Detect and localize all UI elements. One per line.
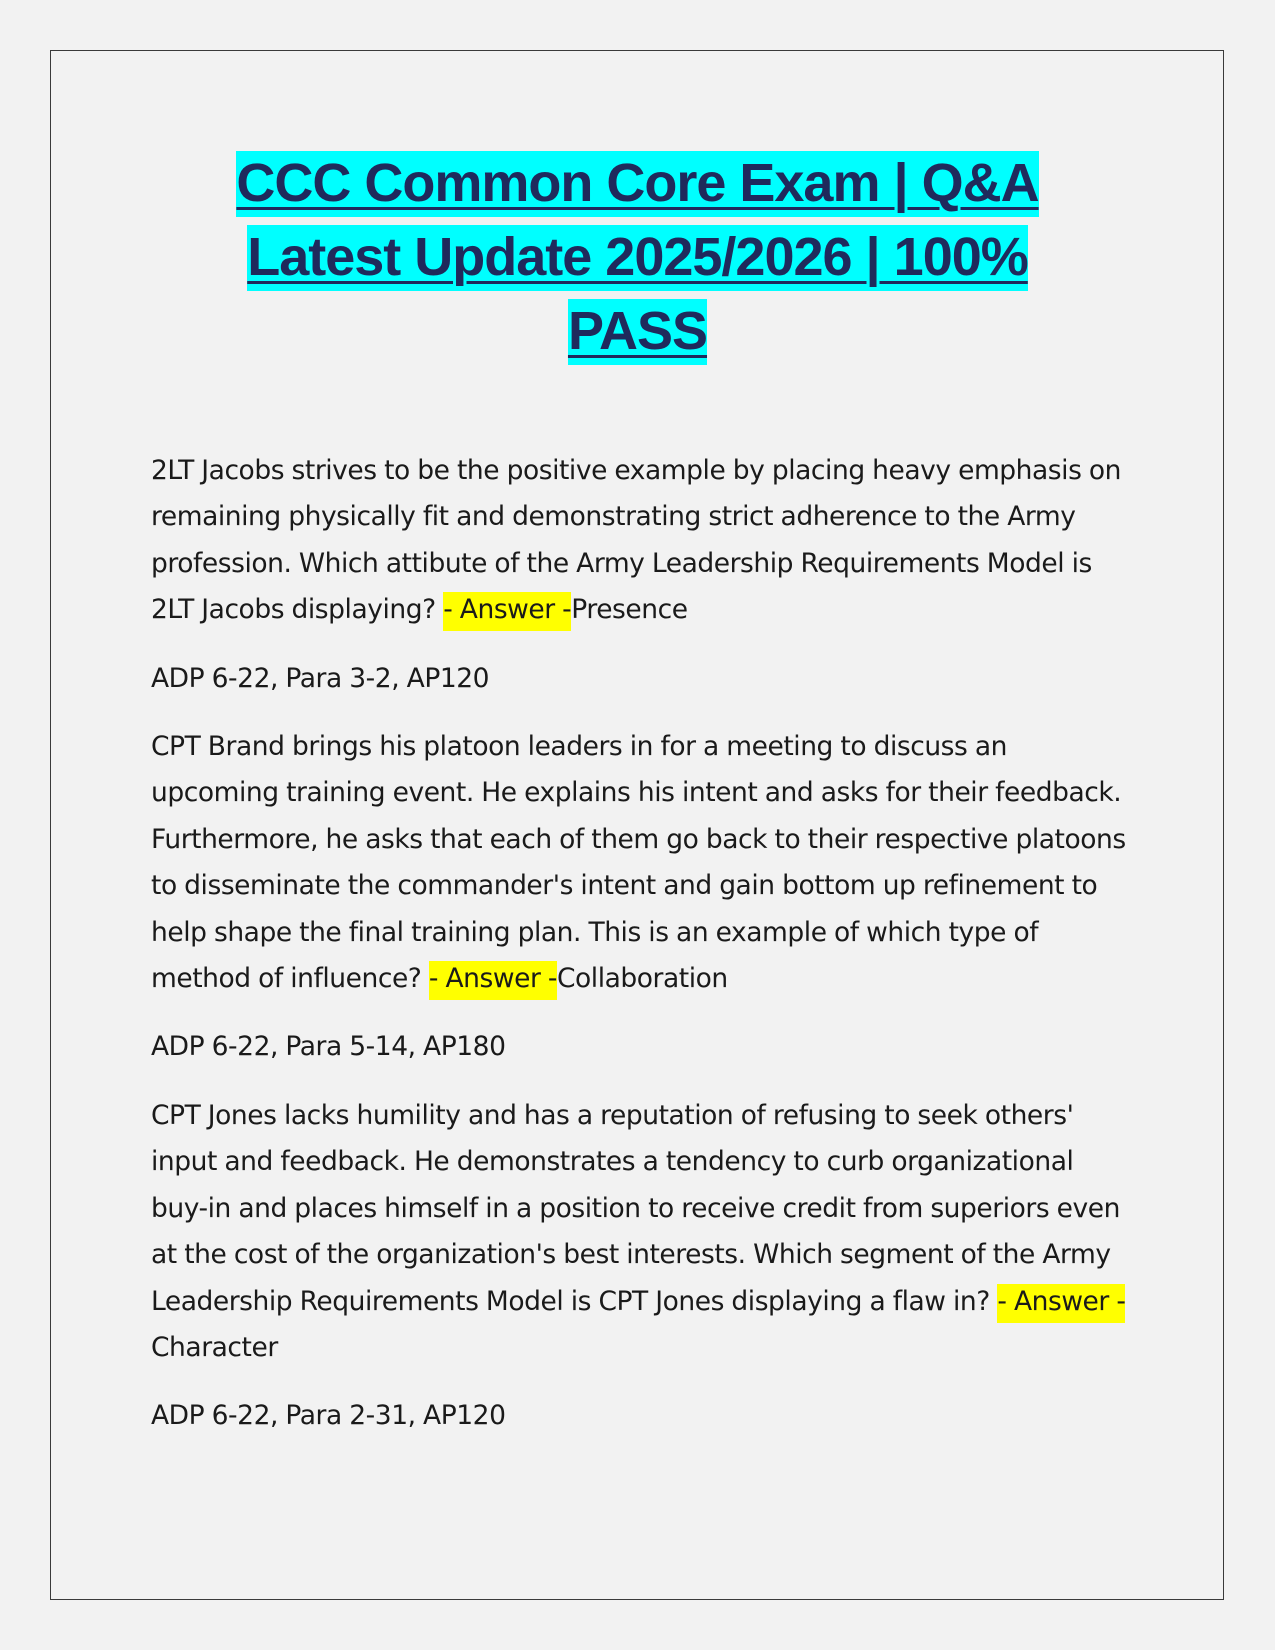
document-title <box>130 146 1145 368</box>
qa-item-2 <box>151 724 1131 1002</box>
reference-2: ADP 6-22, Para 5-14, AP180 <box>151 1031 506 1063</box>
document-body <box>151 448 1131 1440</box>
answer-text: Collaboration <box>556 963 728 995</box>
answer-text: Presence <box>571 594 688 626</box>
answer-text: Character <box>151 1331 278 1363</box>
answer-marker: - Answer - <box>429 961 557 1000</box>
title-line-3: PASS <box>130 294 1145 368</box>
question-text: 2LT Jacobs strives to be the positive example by placing heavy emphasis on remaining physically fit and demonstrating strict adherence to the Army profession. Which attibute of the Army Leadership Requirements Model is 2LT Jacobs displaying? <box>151 455 1122 626</box>
answer-marker: - Answer - <box>997 1284 1125 1323</box>
reference-3: ADP 6-22, Para 2-31, AP120 <box>151 1400 506 1432</box>
qa-item-1 <box>151 448 1131 634</box>
reference-1: ADP 6-22, Para 3-2, AP120 <box>151 662 490 694</box>
qa-item-3 <box>151 1093 1131 1371</box>
question-text: CPT Jones lacks humility and has a reputation of refusing to seek others' input and feedback. He demonstrates a tendency to curb organizational buy-in and places himself in a position to receive credit from superiors even at the cost of the organization's best interests. Which segment of the Army Leadership Requirements Model is CPT Jones displaying a flaw in? <box>151 1099 1120 1317</box>
title-line-2: Latest Update 2025/2026 | 100% <box>130 220 1145 294</box>
answer-marker: - Answer - <box>443 592 571 631</box>
question-text: CPT Brand brings his platoon leaders in for a meeting to discuss an upcoming training event. He explains his intent and asks for their feedback. Furthermore, he asks that each of them go back to their respective platoons to disseminate the commander's intent and gain bottom up refinement to help shape the final training plan. This is an example of which type of method of influence? <box>151 731 1126 995</box>
title-line-1: CCC Common Core Exam | Q&A <box>130 146 1145 220</box>
